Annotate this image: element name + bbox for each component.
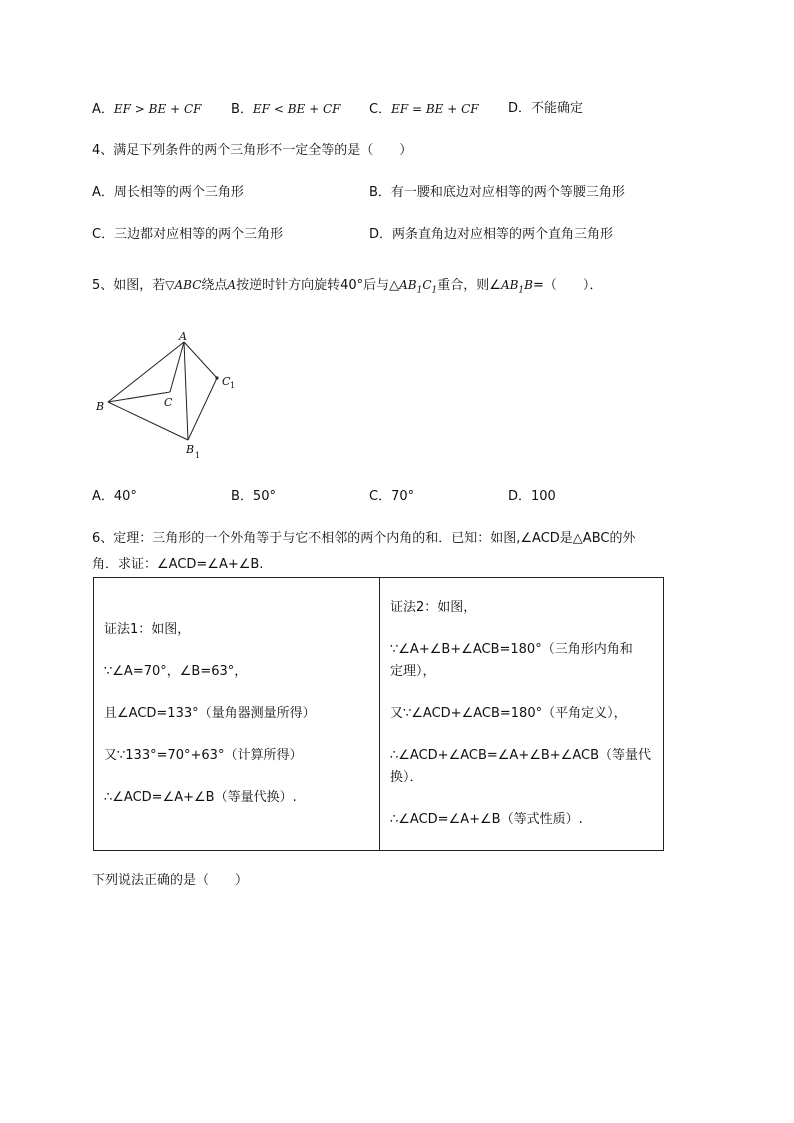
stem-text: 绕点 xyxy=(201,278,228,293)
label-C1-subscript: 1 xyxy=(230,381,236,390)
proof2-line: 定理）， xyxy=(390,664,436,679)
proof2-line: 证法2：如图， xyxy=(390,600,477,615)
stem-text: =（ ）． xyxy=(532,278,603,293)
proof1-line: ∵∠A=70°，∠B=63°， xyxy=(104,664,248,679)
stem-math: C xyxy=(422,278,432,292)
segment-BA xyxy=(108,342,184,402)
stem-math: ▽ABC xyxy=(165,278,202,292)
segment-BB1 xyxy=(108,402,188,440)
option-label: B． xyxy=(231,102,253,117)
segment-AB1 xyxy=(184,342,188,440)
stem-sub: 1 xyxy=(431,285,438,296)
rotation-triangle-figure xyxy=(92,328,252,464)
label-B1: B xyxy=(186,443,195,456)
q4-option-a: A．周长相等的两个三角形 xyxy=(92,185,244,200)
label-A: A xyxy=(179,330,187,343)
proof2-line: ∵∠A+∠B+∠ACB=180°（三角形内角和 xyxy=(390,642,633,657)
q6-stem-line2: 角．求证：∠ACD=∠A+∠B. xyxy=(92,557,264,572)
proof2-line: ∴∠ACD=∠A+∠B（等式性质）. xyxy=(390,812,583,827)
segment-C1B1 xyxy=(188,378,217,440)
stem-text: 重合，则∠ xyxy=(437,278,501,293)
q5-option-d: D．100 xyxy=(508,489,556,504)
segment-CA xyxy=(170,342,184,392)
q5-stem xyxy=(92,276,602,300)
q3-option-b xyxy=(231,100,340,119)
vertex-points xyxy=(215,376,218,379)
stem-sub: 1 xyxy=(518,285,525,296)
option-expression: EF = BE + CF xyxy=(391,102,479,116)
proof2-line: 换）． xyxy=(390,770,423,785)
proof1-line: 且∠ACD=133°（量角器测量所得） xyxy=(104,706,316,721)
option-label: A． xyxy=(92,102,114,117)
proof1-line: 证法1：如图， xyxy=(104,622,191,637)
q4-stem: 4、满足下列条件的两个三角形不一定全等的是（ ） xyxy=(92,143,413,158)
segment-AC1 xyxy=(184,342,217,378)
q5-option-a: A．40° xyxy=(92,489,137,504)
segment-BC xyxy=(108,392,170,402)
stem-text: 5、如图，若 xyxy=(92,278,166,293)
q3-option-d xyxy=(508,100,583,118)
q4-option-c: C．三边都对应相等的两个三角形 xyxy=(92,227,284,242)
label-C: C xyxy=(164,396,173,409)
proof-cell-1 xyxy=(94,578,380,851)
proof2-line: ∴∠ACD+∠ACB=∠A+∠B+∠ACB（等量代 xyxy=(390,748,651,763)
proof1-line: ∴∠ACD=∠A+∠B（等量代换）. xyxy=(104,790,297,805)
option-label: D． xyxy=(508,101,532,116)
q5-option-b: B．50° xyxy=(231,489,276,504)
q4-option-b: B．有一腰和底边对应相等的两个等腰三角形 xyxy=(369,185,625,200)
stem-text: 按逆时针方向旋转40°后与△ xyxy=(236,278,400,293)
proof-table xyxy=(93,577,664,851)
point-C1 xyxy=(215,376,218,379)
label-B1-subscript: 1 xyxy=(195,451,201,460)
stem-math: AB xyxy=(399,278,417,292)
option-expression: EF < BE + CF xyxy=(252,102,341,116)
q3-option-a xyxy=(92,100,201,119)
proof2-line: 又∵∠ACD+∠ACB=180°（平角定义）， xyxy=(390,706,627,721)
stem-sub: 1 xyxy=(416,285,423,296)
proof-row xyxy=(94,578,664,851)
proof-cell-2 xyxy=(380,578,664,851)
proof1-line: 又∵133°=70°+63°（计算所得） xyxy=(104,748,303,763)
q6-question: 下列说法正确的是（ ） xyxy=(92,873,249,888)
stem-math: AB xyxy=(500,278,519,292)
option-text: 不能确定 xyxy=(531,101,584,116)
q6-stem-line1: 6、定理：三角形的一个外角等于与它不相邻的两个内角的和．已知：如图,∠ACD是△ABC的外 xyxy=(92,531,636,546)
option-expression: EF > BE + CF xyxy=(113,102,202,116)
q4-option-d: D．两条直角边对应相等的两个直角三角形 xyxy=(369,227,614,242)
label-B: B xyxy=(96,400,105,413)
q3-option-c xyxy=(369,100,479,119)
triangle-lines xyxy=(108,342,217,440)
stem-math: A xyxy=(227,278,237,292)
label-C1: C xyxy=(222,375,231,388)
stem-math: B xyxy=(524,278,533,292)
q5-option-c: C．70° xyxy=(369,489,415,504)
option-label: C． xyxy=(369,102,392,117)
